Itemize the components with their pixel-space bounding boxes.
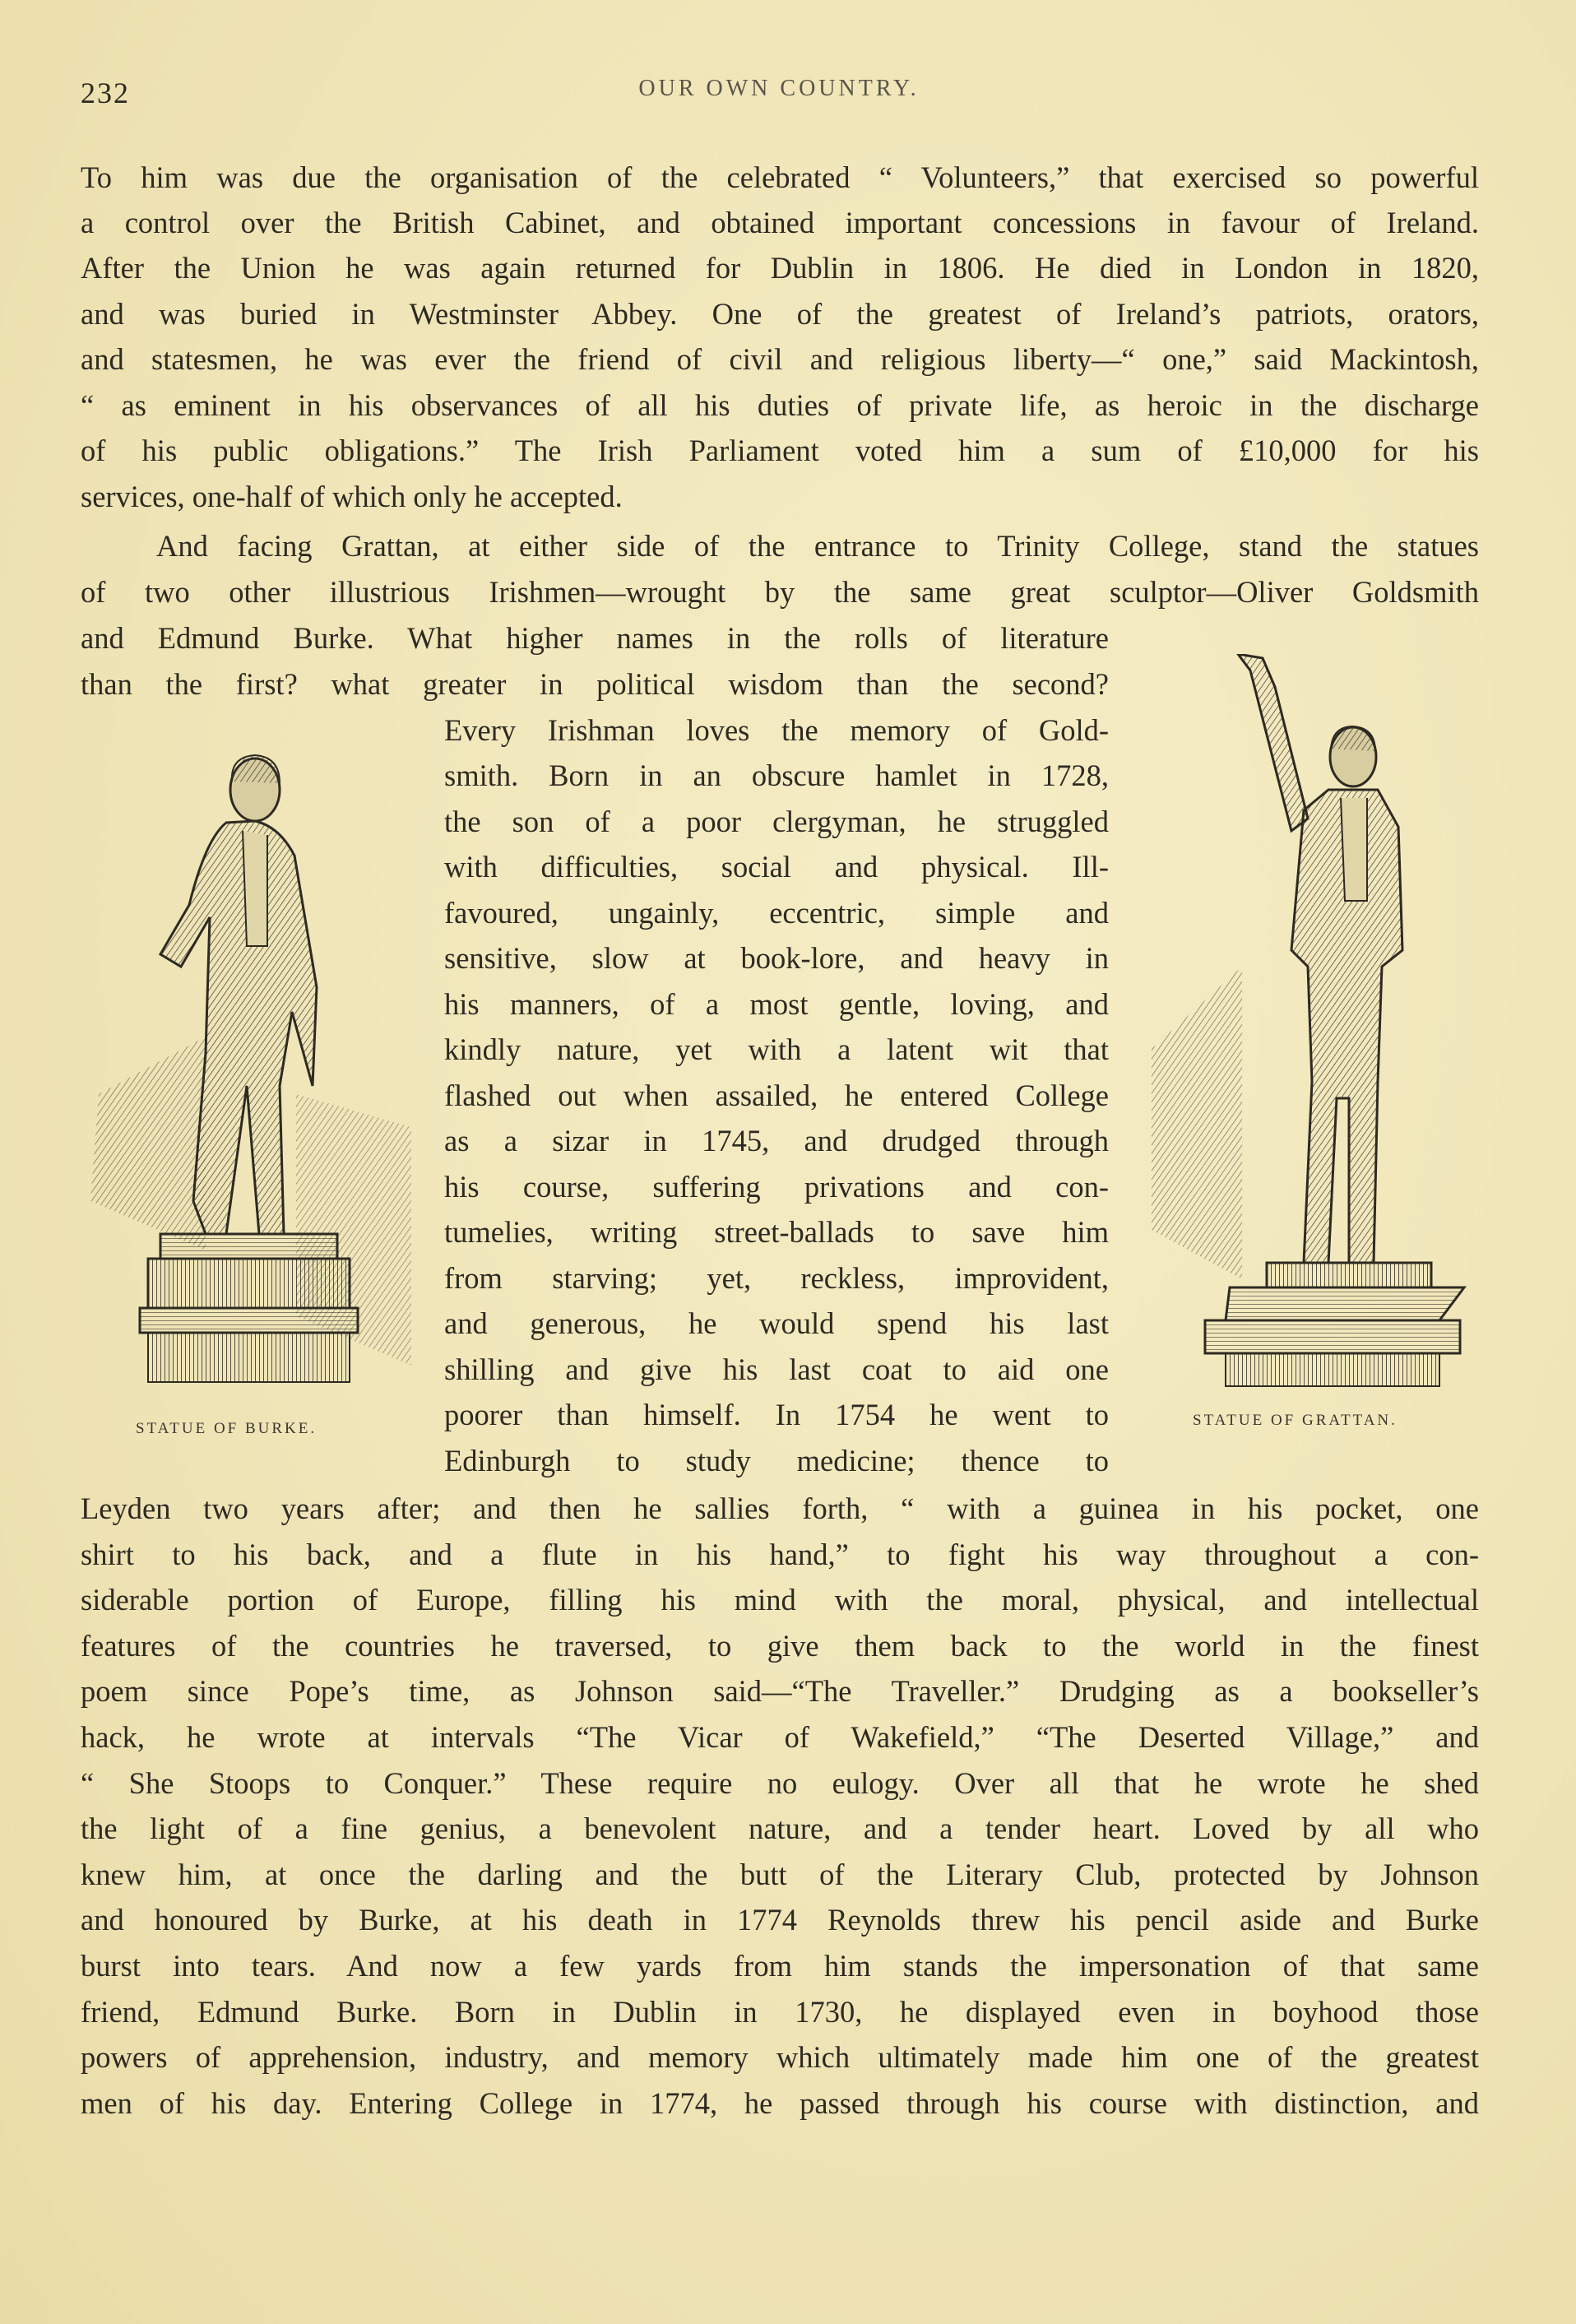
text-line: as a sizar in 1745, and drudged through: [444, 1124, 1109, 1157]
text-line: services, one-half of which only he accepted.: [81, 480, 623, 513]
text-line: and generous, he would spend his last: [444, 1306, 1109, 1340]
text-line: poorer than himself. In 1754 he went to: [444, 1398, 1109, 1431]
text-line: kindly nature, yet with a latent wit that: [444, 1032, 1109, 1066]
burke-statue-illustration: [82, 740, 419, 1407]
text-line: and was buried in Westminster Abbey. One of the greatest of Ireland’s patriots, orators,: [81, 297, 1479, 331]
text-line: of two other illustrious Irishmen—wrought by the same great sculptor—Oliver Goldsmith: [81, 575, 1479, 609]
text-line: siderable portion of Europe, filling his mind with the moral, physical, and intellectual: [81, 1583, 1479, 1617]
text-line: a control over the British Cabinet, and obtained important concessions in favour of Ireland.: [81, 206, 1479, 239]
text-line: burst into tears. And now a few yards from him stands the impersonation of that same: [81, 1949, 1479, 1983]
text-line: from starving; yet, reckless, improvident,: [444, 1261, 1109, 1295]
text-line: the light of a fine genius, a benevolent nature, and a tender heart. Loved by all who: [81, 1811, 1479, 1845]
grattan-caption: STATUE OF GRATTAN.: [1193, 1412, 1398, 1429]
text-line: hack, he wrote at intervals “The Vicar of Wakefield,” “The Deserted Village,” and: [81, 1720, 1479, 1754]
text-line: features of the countries he traversed, to give them back to the world in the finest: [81, 1629, 1479, 1663]
text-line: the son of a poor clergyman, he struggled: [444, 805, 1109, 838]
text-line: and Edmund Burke. What higher names in the rolls of literature: [81, 621, 1109, 655]
text-line: powers of apprehension, industry, and memory which ultimately made him one of the greatest: [81, 2040, 1479, 2074]
text-line: “ as eminent in his observances of all his duties of private life, as heroic in the discharge: [81, 388, 1479, 422]
text-line: and statesmen, he was ever the friend of civil and religious liberty—“ one,” said Mackintosh,: [81, 342, 1479, 376]
text-line: And facing Grattan, at either side of the entrance to Trinity College, stand the statues: [156, 529, 1479, 563]
text-line: Every Irishman loves the memory of Gold-: [444, 713, 1109, 747]
text-line: men of his day. Entering College in 1774, he passed through his course with distinction, and: [81, 2086, 1479, 2120]
text-line: poem since Pope’s time, as Johnson said—“The Traveller.” Drudging as a bookseller’s: [81, 1674, 1479, 1708]
running-title: OUR OWN COUNTRY.: [638, 76, 920, 101]
text-line: friend, Edmund Burke. Born in Dublin in 1730, he displayed even in boyhood those: [81, 1995, 1479, 2029]
text-line: of his public obligations.” The Irish Parliament voted him a sum of £10,000 for his: [81, 434, 1479, 467]
text-line: Leyden two years after; and then he sallies forth, “ with a guinea in his pocket, one: [81, 1491, 1479, 1525]
text-line: Edinburgh to study medicine; thence to: [444, 1444, 1109, 1477]
text-line: To him was due the organisation of the celebrated “ Volunteers,” that exercised so powerful: [81, 160, 1479, 194]
text-line: shirt to his back, and a flute in his hand,” to fight his way throughout a con-: [81, 1538, 1479, 1571]
text-line: than the first? what greater in political wisdom than the second?: [81, 667, 1109, 701]
text-line: flashed out when assailed, he entered College: [444, 1079, 1109, 1112]
text-line: with difficulties, social and physical. Ill-: [444, 850, 1109, 884]
text-line: sensitive, slow at book-lore, and heavy in: [444, 941, 1109, 975]
grattan-statue-illustration: [1152, 654, 1472, 1394]
text-line: After the Union he was again returned for Dublin in 1806. He died in London in 1820,: [81, 251, 1479, 285]
text-line: knew him, at once the darling and the butt of the Literary Club, protected by Johnson: [81, 1858, 1479, 1891]
text-line: smith. Born in an obscure hamlet in 1728,: [444, 758, 1109, 792]
burke-caption: STATUE OF BURKE.: [136, 1420, 318, 1437]
page-header: [81, 76, 1477, 109]
text-line: his manners, of a most gentle, loving, and: [444, 987, 1109, 1021]
text-line: “ She Stoops to Conquer.” These require no eulogy. Over all that he wrote he shed: [81, 1766, 1479, 1800]
text-line: tumelies, writing street-ballads to save him: [444, 1215, 1109, 1249]
page-number: 232: [81, 77, 130, 109]
text-line: his course, suffering privations and con-: [444, 1170, 1109, 1204]
text-line: and honoured by Burke, at his death in 1774 Reynolds threw his pencil aside and Burke: [81, 1903, 1479, 1937]
text-line: shilling and give his last coat to aid one: [444, 1352, 1109, 1386]
text-line: favoured, ungainly, eccentric, simple and: [444, 896, 1109, 930]
